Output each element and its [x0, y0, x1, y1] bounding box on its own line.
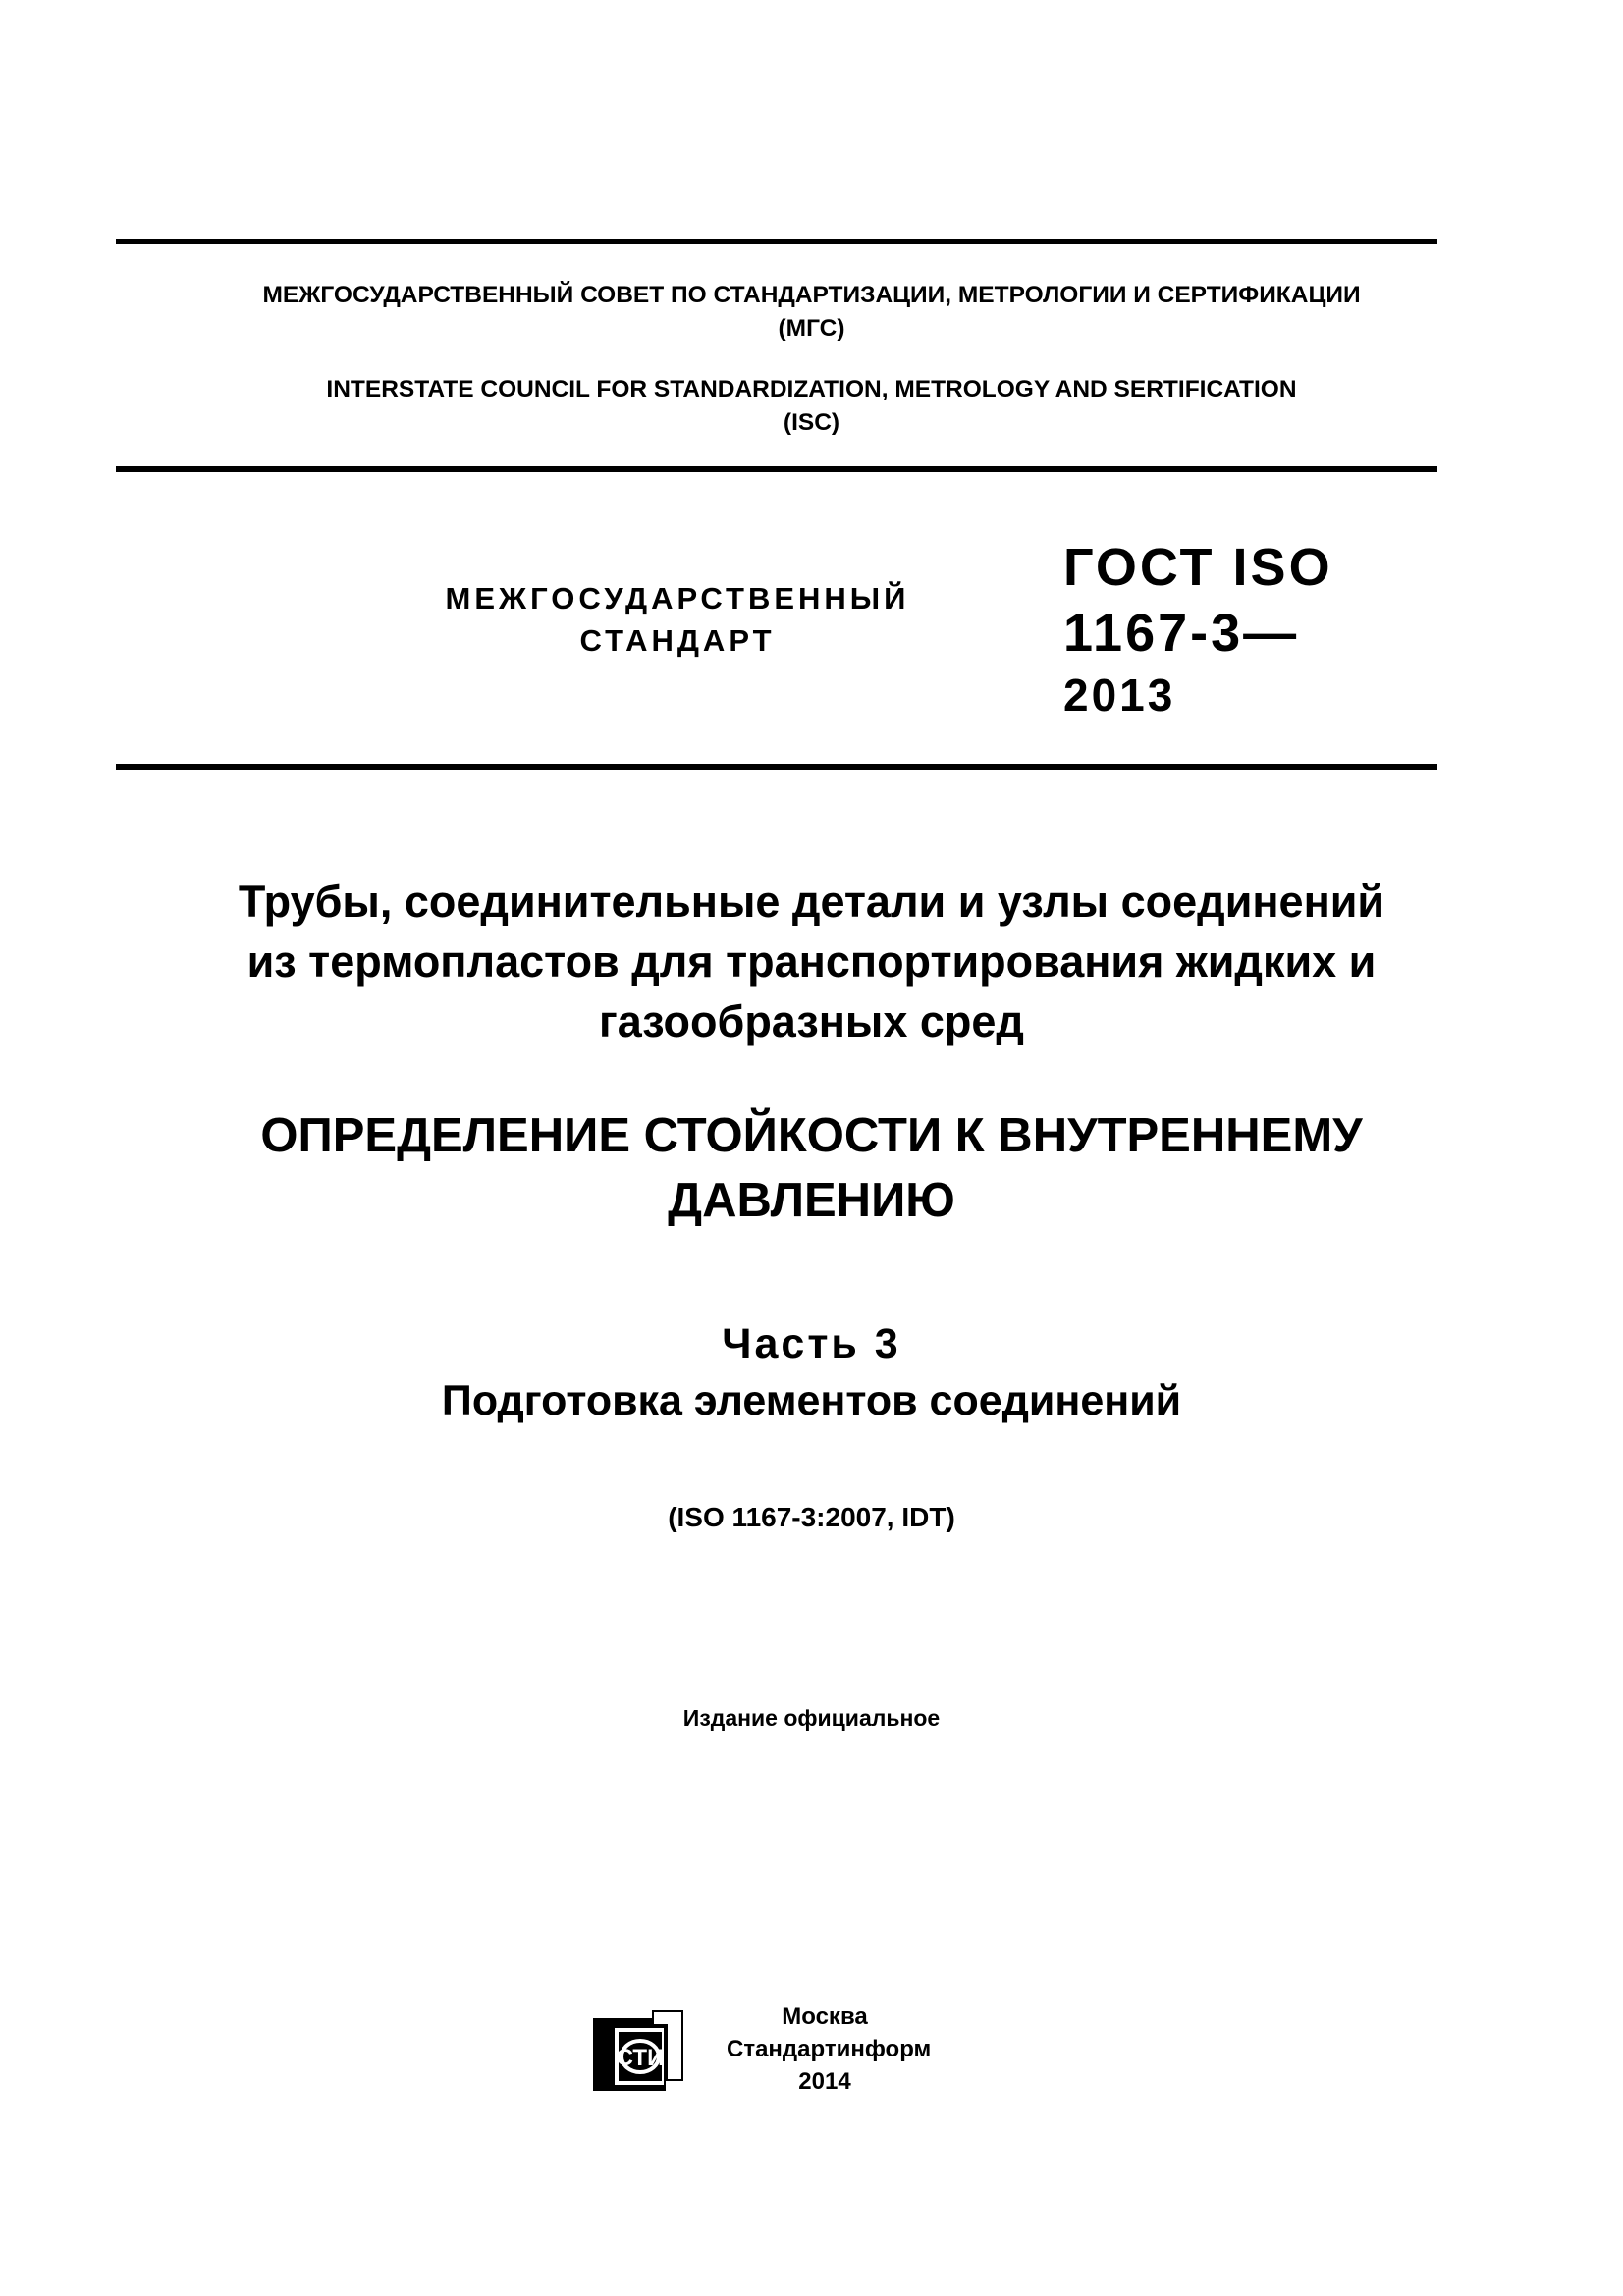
edition-note: Издание официальное [682, 1705, 941, 1731]
standard-number-line1: ГОСТ ISO [1063, 538, 1333, 597]
top-rule [116, 239, 1437, 244]
standard-number [1063, 535, 1397, 723]
council-name-en-line1: INTERSTATE COUNCIL FOR STANDARDIZATION, METROLOGY AND SERTIFICATION [326, 376, 1297, 402]
publisher-block [727, 2001, 932, 2098]
council-name-ru [0, 279, 1623, 346]
document-subtitle-line2: ДАВЛЕНИЮ [668, 1174, 955, 1227]
iso-reference: (ISO 1167-3:2007, IDT) [668, 1502, 955, 1532]
part-number: Часть 3 [722, 1320, 901, 1367]
standard-type-line1: МЕЖГОСУДАРСТВЕННЫЙ [445, 581, 910, 615]
document-subtitle [0, 1103, 1623, 1233]
publisher-year: 2014 [798, 2068, 851, 2095]
standard-year: 2013 [1063, 669, 1176, 721]
council-abbr-en: (ISC) [783, 409, 840, 436]
standard-type [412, 577, 943, 662]
standartinform-logo-icon [593, 2004, 691, 2095]
document-subtitle-line1: ОПРЕДЕЛЕНИЕ СТОЙКОСТИ К ВНУТРЕННЕМУ [260, 1109, 1363, 1162]
part-name: Подготовка элементов соединений [441, 1377, 1182, 1424]
document-title-line2: из термопластов для транспортирования жидких и [246, 936, 1377, 987]
council-name-en [0, 373, 1623, 440]
document-title-line3: газообразных сред [598, 996, 1024, 1046]
council-abbr-ru: (МГС) [778, 315, 845, 342]
header-divider-rule [116, 466, 1437, 472]
standard-number-line2: 1167-3— [1063, 604, 1300, 663]
document-title [0, 872, 1623, 1051]
publisher-city: Москва [782, 2003, 868, 2030]
council-name-ru-line1: МЕЖГОСУДАРСТВЕННЫЙ СОВЕТ ПО СТАНДАРТИЗАЦИИ, МЕТРОЛОГИИ И СЕРТИФИКАЦИИ [262, 282, 1361, 308]
document-title-line1: Трубы, соединительные детали и узлы соединений [238, 877, 1385, 927]
standard-type-line2: СТАНДАРТ [579, 623, 776, 658]
publisher-name: Стандартинформ [727, 2036, 932, 2062]
logo-lettering: СТИ [616, 2045, 665, 2071]
title-divider-rule [116, 764, 1437, 770]
